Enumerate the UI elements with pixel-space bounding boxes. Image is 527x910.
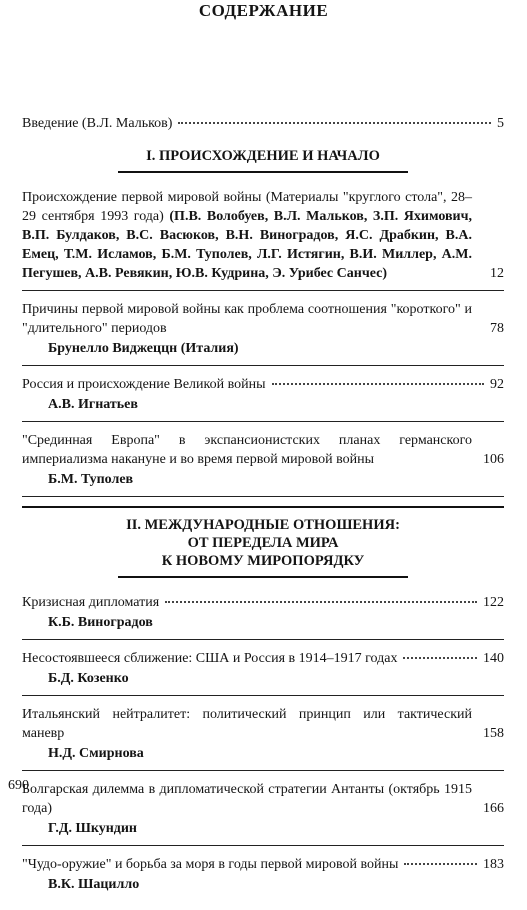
section-heading-2 <box>22 516 504 584</box>
toc-entry[interactable] <box>22 780 504 846</box>
entry-author: Б.Д. Козенко <box>48 671 129 686</box>
entry-author: А.В. Игнатьев <box>48 397 138 412</box>
footer-page-number: 690 <box>8 778 29 793</box>
table-of-contents <box>22 114 504 910</box>
entry-author: Б.М. Туполев <box>48 472 134 487</box>
page-title: СОДЕРЖАНИЕ <box>198 1 329 20</box>
entry-title: Кризисная дипломатия <box>22 595 160 610</box>
dot-leader <box>165 600 477 603</box>
dot-leader <box>403 656 477 659</box>
dot-leader <box>404 862 477 865</box>
entry-title: "Чудо-оружие" и борьба за моря в годы первой мировой войны <box>22 857 399 872</box>
entry-title: Несостоявшееся сближение: США и Россия в 1914–1917 годах <box>22 651 398 666</box>
section-divider <box>22 506 504 508</box>
entry-author: Брунелло Виджеццн (Италия) <box>48 341 239 356</box>
entry-title: Болгарская дилемма в дипломатической стратегии Антанты (октябрь 1915 года) <box>22 782 472 816</box>
section-title-line: II. МЕЖДУНАРОДНЫЕ ОТНОШЕНИЯ: <box>126 517 400 533</box>
page-number: 166 <box>483 801 504 816</box>
page-number: 92 <box>490 377 504 392</box>
toc-entry-introduction[interactable] <box>22 114 504 133</box>
toc-entry[interactable] <box>22 431 504 497</box>
entry-title: Происхождение первой мировой войны (Материалы "круглого стола", 28–29 сентября 1993 года) <box>22 190 472 224</box>
entry-participants: (П.В. Волобуев, В.Л. Мальков, З.П. Яхимович, В.П. Булдаков, В.С. Васюков, В.Н. Виноградов, Я.С. Драбкин, В.А. Емец, Т.М. Исламов, Б.М. Туполев, Л.Г. Истягин, В.И. Миллер, А.М. Пегушев, А.В. Ревякин, Ю.В. Кудрина, Э. Урибес Санчес) <box>22 209 472 281</box>
dot-leader <box>178 121 491 124</box>
toc-entry[interactable] <box>22 300 504 366</box>
toc-entry[interactable] <box>22 855 504 901</box>
entry-author: Н.Д. Смирнова <box>48 746 144 761</box>
entry-title: Введение (В.Л. Мальков) <box>22 116 173 131</box>
section-underline <box>118 171 408 173</box>
entry-author: В.К. Шацилло <box>48 877 140 892</box>
section-title-line: К НОВОМУ МИРОПОРЯДКУ <box>161 553 365 569</box>
entry-title: Итальянский нейтралитет: политический принцип или тактический маневр <box>22 707 472 741</box>
entry-title: "Срединная Европа" в экспансионистских планах германского империализма накануне и во время первой мировой войны <box>22 433 472 467</box>
toc-entry[interactable] <box>22 649 504 696</box>
entry-title: Россия и происхождение Великой войны <box>22 377 266 392</box>
page-number: 106 <box>483 452 504 467</box>
toc-entry[interactable] <box>22 375 504 422</box>
page-number: 5 <box>497 116 504 131</box>
page-number: 140 <box>483 651 504 666</box>
section-heading-1 <box>22 147 504 179</box>
page-number: 122 <box>483 595 504 610</box>
dot-leader <box>272 382 485 385</box>
entry-author: К.Б. Виноградов <box>48 615 153 630</box>
section-title: I. ПРОИСХОЖДЕНИЕ И НАЧАЛО <box>146 148 380 164</box>
toc-entry[interactable] <box>22 188 504 291</box>
page-number: 158 <box>483 726 504 741</box>
entry-author: Г.Д. Шкундин <box>48 821 137 836</box>
toc-entry[interactable] <box>22 593 504 640</box>
page-number: 12 <box>490 266 504 281</box>
page-number: 78 <box>490 321 504 336</box>
section-underline <box>118 576 408 578</box>
page-number: 183 <box>483 857 504 872</box>
section-title-line: ОТ ПЕРЕДЕЛА МИРА <box>187 535 339 551</box>
toc-entry[interactable] <box>22 705 504 771</box>
entry-title: Причины первой мировой войны как проблема соотношения "короткого" и "длительного" периодов <box>22 302 472 336</box>
